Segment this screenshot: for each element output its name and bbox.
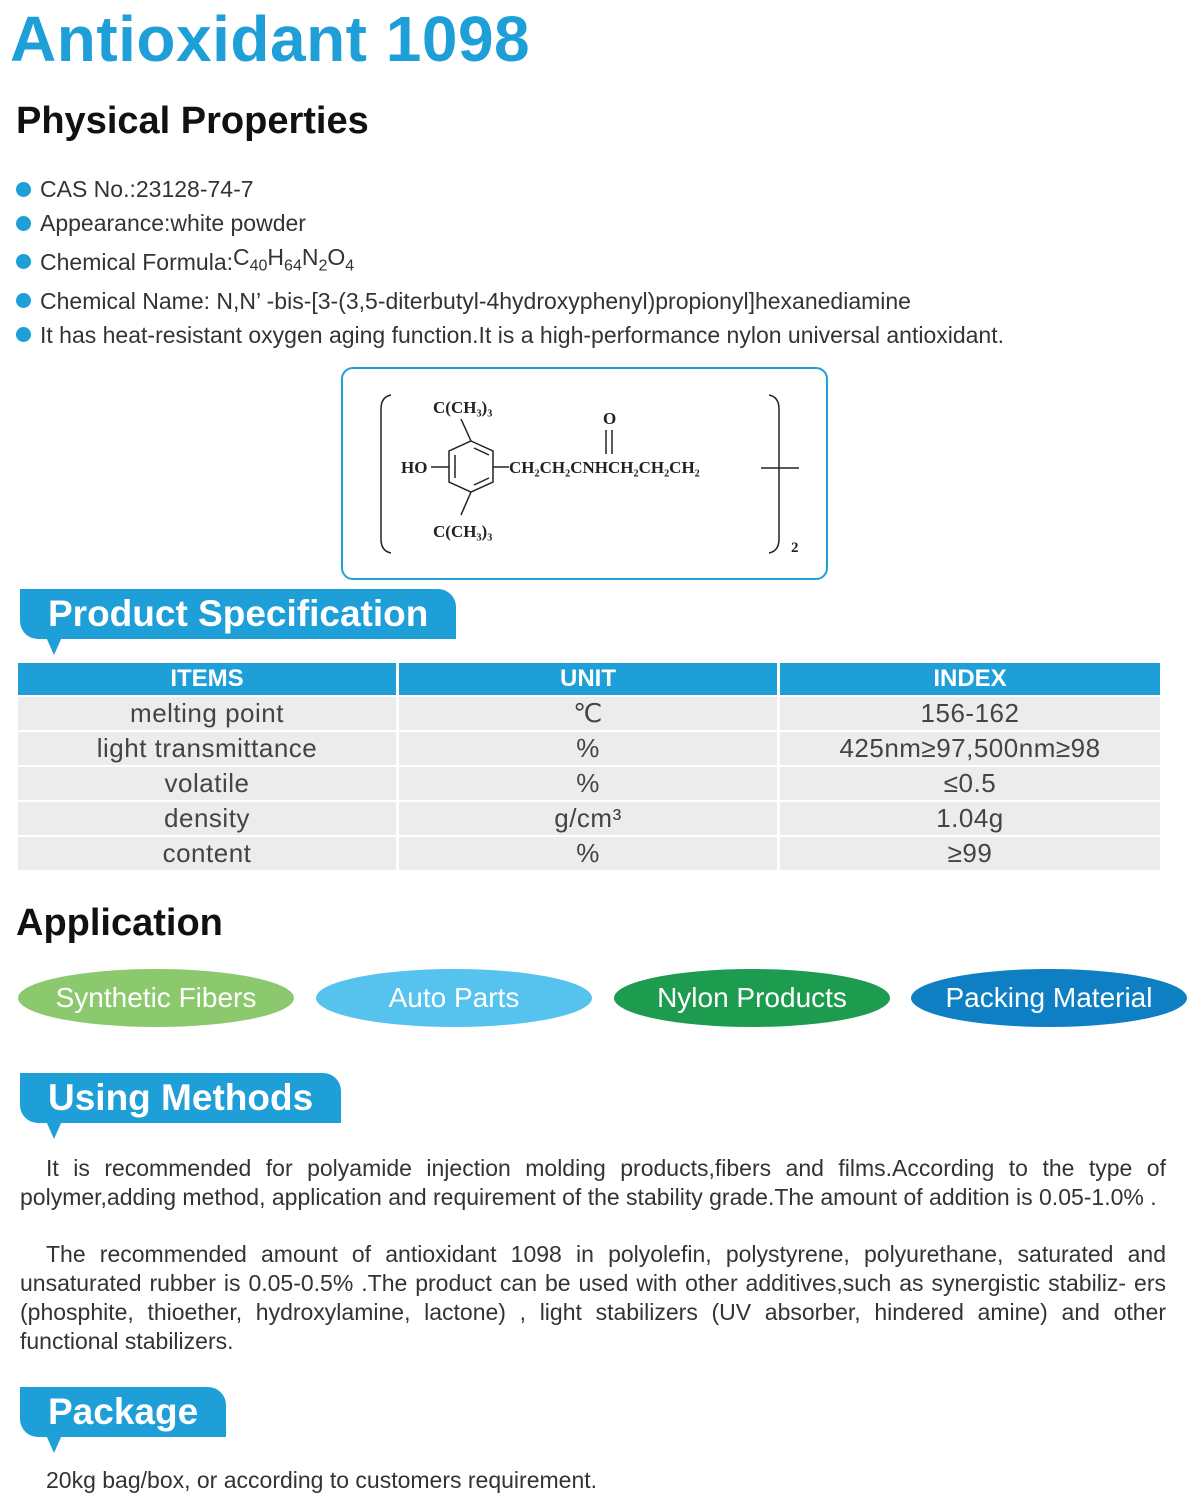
repeat-subscript: 2 — [791, 540, 799, 556]
chemical-structure-box — [341, 367, 828, 580]
item-cell: melting point — [18, 697, 396, 732]
index-cell: ≤0.5 — [780, 767, 1160, 802]
application-heading: Application — [16, 902, 223, 944]
page-title: Antioxidant 1098 — [10, 3, 531, 75]
unit-cell: % — [399, 767, 777, 802]
bullet-icon — [16, 216, 31, 231]
product-specification-heading: Product Specification — [20, 589, 456, 639]
column-header-index: INDEX — [780, 663, 1160, 697]
unit-cell: g/cm³ — [399, 802, 777, 837]
cas-number: CAS No.:23128-74-7 — [40, 176, 254, 202]
specification-table — [15, 663, 1163, 872]
application-synthetic-fibers: Synthetic Fibers — [18, 969, 294, 1027]
unit-cell: % — [399, 732, 777, 767]
using-methods-heading: Using Methods — [20, 1073, 341, 1123]
list-item — [16, 206, 1004, 240]
table-row — [18, 837, 1160, 872]
physical-properties-heading: Physical Properties — [16, 100, 369, 142]
application-auto-parts: Auto Parts — [316, 969, 592, 1027]
hydroxyl-label: HO — [401, 458, 428, 477]
table-header-row — [18, 663, 1160, 697]
index-cell: ≥99 — [780, 837, 1160, 872]
bullet-icon — [16, 293, 31, 308]
oxygen-label: O — [603, 409, 617, 428]
application-packing-material: Packing Material — [911, 969, 1187, 1027]
list-item — [16, 284, 1004, 318]
index-cell: 425nm≥97,500nm≥98 — [780, 732, 1160, 767]
index-cell: 156-162 — [780, 697, 1160, 732]
column-header-unit: UNIT — [399, 663, 777, 697]
table-row — [18, 802, 1160, 837]
table-row — [18, 767, 1160, 802]
item-cell: light transmittance — [18, 732, 396, 767]
item-cell: content — [18, 837, 396, 872]
formula-label: Chemical Formula: — [40, 248, 233, 275]
unit-cell: % — [399, 837, 777, 872]
chemical-name: Chemical Name: N,N’ -bis-[3-(3,5-diterbutyl-4hydroxyphenyl)propionyl]hexanediamine — [40, 287, 911, 314]
bullet-icon — [16, 254, 31, 269]
bottom-group-label: C(CH₃)₃ — [433, 522, 493, 541]
package-text: 20kg bag/box, or according to customers requirement. — [46, 1467, 598, 1493]
top-group-label: C(CH₃)₃ — [433, 398, 493, 417]
item-cell: density — [18, 802, 396, 837]
methods-paragraph-1: It is recommended for polyamide injection molding products,fibers and films.According to the type of polymer,adding method, application and requirement of the stability grade.The amount of addition is 0.05-1.0% . — [20, 1155, 1166, 1210]
chemical-structure-diagram — [343, 369, 826, 578]
list-item — [16, 318, 1004, 352]
chemical-formula: $C_{40}H_{64}N_2O_4$ — [233, 244, 355, 275]
physical-properties-list — [16, 172, 1004, 352]
unit-cell: ℃ — [399, 697, 777, 732]
methods-paragraph-2: The recommended amount of antioxidant 1098 in polyolefin, polystyrene, polyurethane, saturated and unsaturated rubber is 0.05-0.5% .The product can be used with other additives,such as synergistic stabiliz- ers (phosphite, thioether, hydroxylamine, lactone) , light stabilizers (UV absorber, hindered amine) and other functional stabilizers. — [20, 1241, 1166, 1354]
bullet-icon — [16, 327, 31, 342]
index-cell: 1.04g — [780, 802, 1160, 837]
list-item — [16, 172, 1004, 206]
table-row — [18, 697, 1160, 732]
bullet-icon — [16, 182, 31, 197]
package-heading: Package — [20, 1387, 226, 1437]
chain-label: CH₂CH₂CNHCH₂CH₂CH₂ — [509, 458, 700, 477]
application-nylon-products: Nylon Products — [614, 969, 890, 1027]
item-cell: volatile — [18, 767, 396, 802]
list-item — [16, 240, 1004, 284]
column-header-items: ITEMS — [18, 663, 396, 697]
property-note: It has heat-resistant oxygen aging function.It is a high-performance nylon universal antioxidant. — [40, 321, 1005, 348]
table-row — [18, 732, 1160, 767]
appearance: Appearance:white powder — [40, 210, 306, 236]
